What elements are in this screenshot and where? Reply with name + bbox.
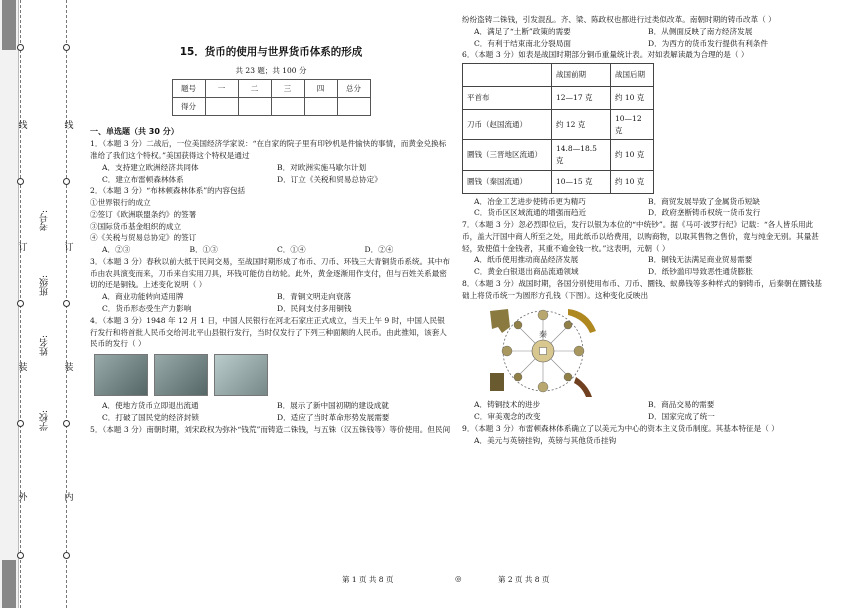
page-title: 15．货币的使用与世界货币体系的形成 — [179, 46, 363, 58]
option-a[interactable]: A．满足了“土断”政策的需要 — [474, 26, 571, 36]
question-5 — [90, 424, 452, 436]
option-b[interactable]: B．商贸发展导致了金属货币短缺 — [648, 196, 760, 206]
table-cell: 14.8—18.5 克 — [552, 140, 611, 170]
page-subtitle: 共 23 题；共 100 分 — [235, 66, 307, 76]
score-cell[interactable] — [304, 97, 337, 115]
coin-weight-table — [462, 63, 654, 194]
score-cell: 一 — [205, 79, 238, 97]
statement: ①世界银行的成立 — [90, 198, 151, 208]
option-d[interactable]: D．民间支付多用铜钱 — [277, 304, 352, 313]
table-cell: 约 10 克 — [611, 170, 654, 193]
table-cell: 12—17 克 — [552, 87, 611, 110]
option-a[interactable]: A．②③ — [102, 245, 131, 255]
binding-char: 线 — [18, 121, 28, 131]
score-cell[interactable] — [271, 97, 304, 115]
option-d[interactable]: D．②④ — [364, 245, 394, 255]
table-cell: 圜钱（秦国流通） — [463, 170, 552, 193]
score-cell: 四 — [304, 79, 337, 97]
option-b[interactable]: B．从侧面反映了南方经济发展 — [648, 26, 753, 36]
table-cell: 约 10 克 — [611, 87, 654, 110]
binding-bar-top — [2, 0, 16, 50]
binding-hole — [63, 178, 70, 185]
question-1 — [90, 138, 452, 185]
table-cell: 刀币（赵国流通） — [463, 110, 552, 140]
question-stem: 8．（本题 3 分）战国时期，各国分别使用布币、刀币、圜钱、蚁鼻钱等多种样式的铜铸币，后秦朝在圜钱基础上将货币统一为圆形方孔钱（下图）。这种变化反映出 — [462, 278, 822, 300]
binding-char: 订 — [18, 243, 28, 253]
option-a[interactable]: A．美元与英镑挂钩，英镑与其他货币挂钩 — [474, 435, 617, 445]
class-field[interactable]: 班级: — [40, 275, 50, 297]
page-number-right: 第 2 页 共 8 页 — [498, 575, 550, 584]
score-cell: 题号 — [172, 79, 205, 97]
option-a[interactable]: A．冶金工艺进步使铸币更为精巧 — [474, 196, 586, 206]
page-divider-mark: ◎ — [455, 574, 462, 583]
score-cell[interactable] — [238, 97, 271, 115]
question-8 — [462, 278, 822, 423]
binding-hole — [17, 420, 24, 427]
option-c[interactable]: C．货币区区域流通的增强而趋近 — [474, 208, 587, 218]
coin-unification-diagram — [488, 303, 598, 399]
table-cell: 约 10 克 — [611, 140, 654, 170]
score-table — [172, 79, 371, 116]
seal-char: 秦 — [539, 330, 547, 340]
table-cell: 10—12 克 — [611, 110, 654, 140]
statement: ④《关税与贸易总协定》的签订 — [90, 233, 197, 243]
statement: ②签订《欧洲联盟条约》的签署 — [90, 209, 197, 219]
score-cell[interactable] — [205, 97, 238, 115]
question-6 — [462, 49, 822, 219]
option-c[interactable]: C．审美观念的改变 — [474, 412, 541, 422]
question-stem: 纷纷盗铸二铢钱，引发混乱。齐、梁、陈政权也都进行过类似改革。南朝时期的铸币改革（ ） — [462, 15, 776, 24]
question-7 — [462, 219, 822, 278]
binding-hole — [63, 552, 70, 559]
score-cell: 得分 — [172, 97, 205, 115]
binding-hole — [17, 300, 24, 307]
name-field[interactable]: 姓名: — [40, 335, 50, 357]
table-header: 战国前期 — [552, 64, 611, 87]
score-cell: 二 — [238, 79, 271, 97]
question-2 — [90, 185, 452, 256]
binding-char: 订 — [64, 243, 74, 253]
option-b[interactable]: B．对欧洲实施马歇尔计划 — [277, 162, 367, 172]
option-b[interactable]: B．青铜文明走向衰落 — [277, 292, 351, 302]
binding-char: 内 — [64, 493, 74, 503]
binding-char: 线 — [64, 121, 74, 131]
question-4 — [90, 315, 452, 424]
binding-hole — [17, 44, 24, 51]
binding-hole — [63, 420, 70, 427]
option-c[interactable]: C．①④ — [277, 245, 306, 255]
section-heading: 一、单选题（共 30 分） — [90, 126, 179, 136]
option-d[interactable]: D．纸钞滥印导致恶性通货膨胀 — [648, 267, 753, 277]
question-stem: 9．（本题 3 分）布雷顿森林体系确立了以美元为中心的资本主义货币制度。其基本特征是（ ） — [462, 423, 779, 433]
question-stem: 6．（本题 3 分）如表是战国时期部分铜币重量统计表。对如表解读最为合理的是（ ） — [462, 50, 749, 60]
option-d[interactable]: D．为西方的货币发行提供有利条件 — [648, 38, 768, 48]
option-d[interactable]: D．国家完成了统一 — [648, 412, 715, 422]
option-b[interactable]: B．铜钱无法满足商业贸易需要 — [648, 255, 753, 265]
option-c[interactable]: C．黄金白银退出商品流通领域 — [474, 267, 579, 277]
option-d[interactable]: D．适应了当时革命形势发展需要 — [277, 412, 390, 422]
score-cell: 总分 — [337, 79, 370, 97]
banknote-image — [214, 354, 268, 396]
question-3 — [90, 256, 452, 315]
question-9 — [462, 423, 822, 447]
banknote-images — [94, 354, 452, 396]
binding-hole — [17, 552, 24, 559]
binding-hole — [63, 300, 70, 307]
table-cell: 圜钱（三晋地区流通） — [463, 140, 552, 170]
option-a[interactable]: A．使地方货币立即退出流通 — [102, 401, 199, 411]
question-stem: 2．（本题 3 分）“布林顿森林体系”的内容包括 — [90, 186, 246, 196]
question-stem: 3．（本题 3 分）春秋以前大抵于民间交易，至战国时期形成了布币、刀币、环钱三大青铜货币系统。其中布币由农具演变而来，刀币来自实用刀具，环钱可能仿自纺轮。此外，黄金逐渐用作支付，但与百姓关系最密切的还是铜钱。上述变化说明（ ） — [90, 256, 450, 290]
table-cell: 约 12 克 — [552, 110, 611, 140]
question-stem: 4．（本题 3 分）1948 年 12 月 1 日，中国人民银行在河北石家庄正式成立，当天上午 9 时，中国人民银行发行和将首批人民币交给河北平山县银行发行，当时仅发行了下列三种面额的人民币。由此推知，该套人民币的发行（ ） — [90, 315, 447, 349]
binding-bar-bottom — [2, 560, 16, 608]
table-cell: 平首布 — [463, 87, 552, 110]
banknote-image — [94, 354, 148, 396]
score-cell[interactable] — [337, 97, 370, 115]
option-a[interactable]: A．纸币使用推动商品经济发展 — [474, 255, 579, 265]
binding-char: 装 — [64, 363, 74, 373]
option-a[interactable]: A．铸铜技术的进步 — [474, 400, 541, 410]
table-header — [463, 64, 552, 87]
score-cell: 三 — [271, 79, 304, 97]
question-stem: 7．（本题 3 分）忽必烈即位后，发行以银为本位的“中统钞”。据《马可·波罗行纪》记载：“各人皆乐用此币，盖大汗国中商人所至之处，用此纸币以给费用，以购商物，以取其售物之售价，竟与纯金无别。其量甚轻，致使值十金钱者，其重不逾金钱一枚。”这表明，元朝（ ） — [462, 220, 819, 253]
page-number-left: 第 1 页 共 8 页 — [342, 575, 394, 584]
option-c[interactable]: C．建立布雷顿森林体系 — [102, 174, 184, 184]
school-field[interactable]: 学校: — [40, 410, 50, 432]
option-a[interactable]: A．支持建立欧洲经济共同体 — [102, 162, 199, 172]
right-column — [462, 0, 822, 447]
banknote-image — [154, 354, 208, 396]
option-b[interactable]: B．展示了新中国初期的建设成就 — [277, 401, 389, 411]
statement: ③国际货币基金组织的成立 — [90, 221, 182, 231]
option-b[interactable]: B．①③ — [189, 245, 218, 255]
binding-char: 装 — [18, 363, 28, 373]
option-d[interactable]: D．政府垄断铸币权统一货币发行 — [648, 208, 761, 218]
option-c[interactable]: C．货币形态受生产力影响 — [102, 304, 192, 313]
option-c[interactable]: C．有利于结束南北分裂局面 — [474, 38, 571, 48]
option-b[interactable]: B．商品交易的需要 — [648, 400, 715, 410]
left-column — [90, 0, 452, 435]
binding-hole — [63, 44, 70, 51]
table-header: 战国后期 — [611, 64, 654, 87]
option-c[interactable]: C．打破了国民党的经济封锁 — [102, 412, 199, 422]
binding-hole — [17, 178, 24, 185]
option-a[interactable]: A．商业功能转向适用牌 — [102, 292, 184, 302]
question-stem: 5．（本题 3 分）南朝时期，刘宋政权为弥补“钱荒”而铸造二铢钱，与五铢（汉五铢钱等）等价使用。但民间 — [90, 424, 451, 434]
option-d[interactable]: D．订立《关税和贸易总协定》 — [277, 174, 382, 184]
exam-number-field[interactable]: 考号: — [40, 210, 50, 232]
binding-char: 外 — [18, 493, 28, 503]
table-cell: 10—15 克 — [552, 170, 611, 193]
question-stem: 1．（本题 3 分）二战后，一位美国经济学家说：“在自家的院子里有印钞机是件愉快的事情，而黄金兑换标准给了我们这个特权。”美国获得这个特权是通过 — [90, 139, 447, 161]
